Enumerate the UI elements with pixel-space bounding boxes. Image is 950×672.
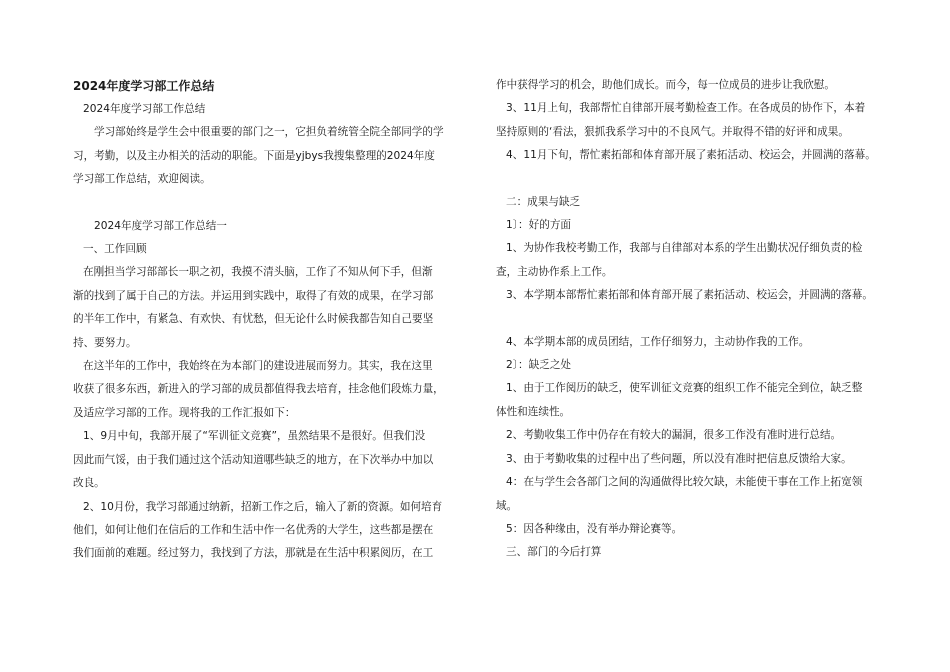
text-line: 2〕：缺乏之处	[506, 359, 572, 372]
text-line: 域。	[496, 499, 518, 512]
text-line: 我们面前的难题。经过努力，我找到了方法，那就是在生活中积累阅历，在工	[73, 547, 434, 560]
text-line: 1〕：好的方面	[506, 219, 572, 232]
text-line: 2024年度学习部工作总结	[83, 103, 206, 115]
text-line: 1、9月中旬，我部开展了“军训征文竞赛”，虽然结果不是很好。但我们没	[83, 430, 426, 443]
text-line	[496, 168, 888, 191]
document-title: 2024年度学习部工作总结	[73, 79, 215, 93]
text-line: 一、工作回顾	[83, 243, 147, 256]
text-line: 2、考勤收集工作中仍存在有较大的漏洞，很多工作没有准时进行总结。	[506, 429, 842, 442]
right-column-lines	[496, 74, 888, 565]
text-line: 1、为协作我校考勤工作，我部与自律部对本系的学生出勤状况仔细负责的检	[506, 242, 863, 255]
text-line: 体性和连续性。	[496, 405, 571, 418]
text-line: 3、本学期本部帮忙素拓部和体育部开展了素拓活动、校运会，并圆满的落幕。	[506, 289, 873, 302]
text-line: 3、11月上旬，我部帮忙自律部开展考勤检查工作。在各成员的协作下，本着	[506, 102, 866, 115]
text-line: 2、10月份，我学习部通过纳新，招新工作之后，输入了新的资源。如何培育	[83, 500, 443, 513]
text-line: 渐的找到了属于自己的方法。并运用到实践中，取得了有效的成果，在学习部	[73, 289, 434, 302]
right-column	[496, 74, 888, 565]
text-line: 收获了很多东西，新进入的学习部的成员都值得我去培育，挂念他们段炼力量，	[73, 383, 444, 396]
text-line: 4：在与学生会各部门之间的沟通做得比较欠缺，未能使干事在工作上拓宽领	[506, 476, 863, 489]
text-line: 持、要努力。	[73, 336, 137, 349]
text-line	[496, 308, 888, 331]
text-line: 及适应学习部的工作。现将我的工作汇报如下：	[73, 406, 296, 419]
text-line: 二：成果与缺乏	[506, 195, 581, 208]
text-line	[73, 192, 473, 215]
text-line: 学习部工作总结，欢迎阅读。	[73, 173, 211, 186]
text-line: 三、部门的今后打算	[506, 546, 602, 559]
text-line: 5：因各种缘由，没有举办辩论赛等。	[506, 522, 683, 535]
text-line: 2024年度学习部工作总结一	[94, 219, 227, 232]
text-line: 4、11月下旬，帮忙素拓部和体育部开展了素拓活动、校运会，并圆满的落幕。	[506, 149, 876, 162]
text-line: 的半年工作中，有紧急、有欢快、有忧愁，但无论什么时候我都告知自己要坚	[73, 313, 434, 326]
text-line: 学习部始终是学生会中很重要的部门之一，它担负着统管全院全部同学的学	[94, 126, 444, 139]
text-line: 改良。	[73, 477, 105, 490]
left-column	[73, 74, 473, 566]
text-line: 作中获得学习的机会，助他们成长。而今，每一位成员的进步让我欣慰。	[496, 79, 835, 91]
text-line: 在这半年的工作中，我始终在为本部门的建设进展而努力。其实，我在这里	[83, 360, 433, 373]
text-line: 他们，如何让他们在信后的工作和生活中作一名优秀的大学生，这些都是摆在	[73, 523, 434, 536]
text-line: 坚持原则的‘看法，狠抓我系学习中的不良风气。并取得不错的好评和成果。	[496, 125, 849, 138]
left-column-lines	[73, 98, 473, 566]
text-line: 查，主动协作系上工作。	[496, 265, 613, 278]
text-line: 在刚担当学习部部长一职之初，我摸不清头脑，工作了不知从何下手，但渐	[83, 266, 433, 279]
text-line: 3、由于考勤收集的过程中出了些问题，所以没有准时把信息反馈给大家。	[506, 452, 852, 465]
text-line: 1、由于工作阅历的缺乏，使军训征文竞赛的组织工作不能完全到位，缺乏整	[506, 382, 863, 395]
text-line: 4、本学期本部的成员团结，工作仔细努力，主动协作我的工作。	[506, 335, 810, 348]
text-line: 习，考勤，以及主办相关的活动的职能。下面是yjbys我搜集整理的2024年度	[73, 149, 435, 162]
text-line: 因此而气馁，由于我们通过这个活动知道哪些缺乏的地方，在下次举办中加以	[73, 453, 434, 466]
